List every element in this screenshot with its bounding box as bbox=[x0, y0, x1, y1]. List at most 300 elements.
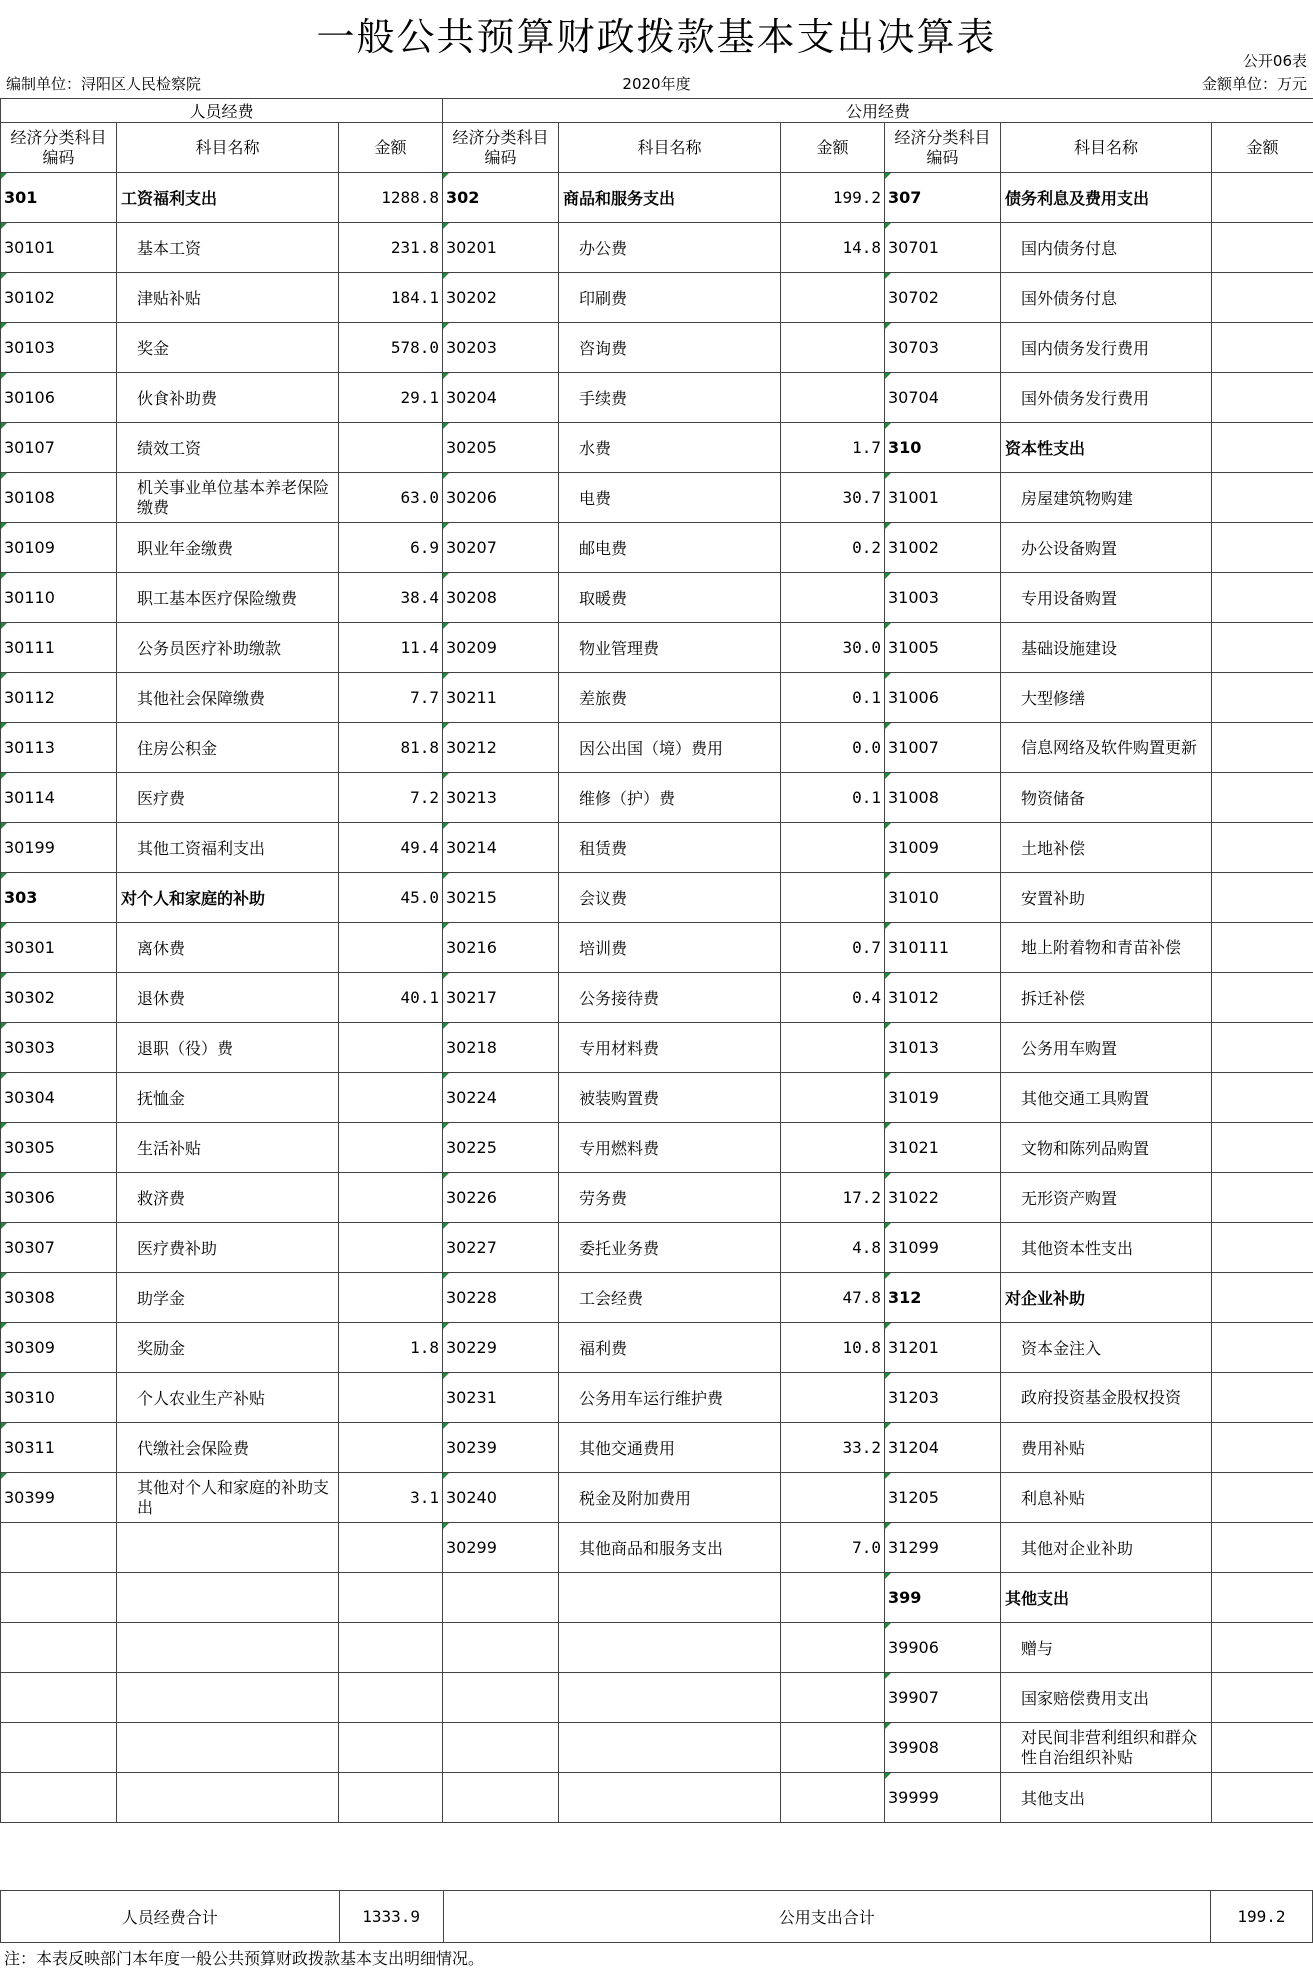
name-cell: 退职（役）费 bbox=[117, 1023, 339, 1073]
code-cell: 30211 bbox=[443, 673, 559, 723]
name-cell: 职业年金缴费 bbox=[117, 523, 339, 573]
table-row bbox=[1, 673, 1313, 723]
name-cell: 伙食补助费 bbox=[117, 373, 339, 423]
amount-cell: 0.0 bbox=[781, 723, 885, 773]
code-cell bbox=[443, 1623, 559, 1673]
name-cell: 邮电费 bbox=[559, 523, 781, 573]
name-cell: 对民间非营利组织和群众性自治组织补贴 bbox=[1001, 1723, 1212, 1773]
code-cell: 301 bbox=[1, 173, 117, 223]
amount-cell: 184.1 bbox=[339, 273, 443, 323]
amount-cell: 30.7 bbox=[781, 473, 885, 523]
name-cell: 资本金注入 bbox=[1001, 1323, 1212, 1373]
code-cell: 30226 bbox=[443, 1173, 559, 1223]
code-cell: 30311 bbox=[1, 1423, 117, 1473]
name-cell: 大型修缮 bbox=[1001, 673, 1212, 723]
code-cell: 31299 bbox=[885, 1523, 1001, 1573]
code-cell: 310111 bbox=[885, 923, 1001, 973]
amount-cell bbox=[781, 273, 885, 323]
name-cell: 商品和服务支出 bbox=[559, 173, 781, 223]
amount-cell bbox=[1212, 1123, 1313, 1173]
amount-cell bbox=[339, 1673, 443, 1723]
amount-cell: 17.2 bbox=[781, 1173, 885, 1223]
name-cell: 救济费 bbox=[117, 1173, 339, 1223]
header-code: 经济分类科目编码 bbox=[1, 123, 117, 173]
code-cell: 30111 bbox=[1, 623, 117, 673]
code-cell: 30399 bbox=[1, 1473, 117, 1523]
name-cell: 医疗费 bbox=[117, 773, 339, 823]
code-cell: 30201 bbox=[443, 223, 559, 273]
name-cell: 其他社会保障缴费 bbox=[117, 673, 339, 723]
code-cell: 30305 bbox=[1, 1123, 117, 1173]
amount-cell bbox=[1212, 773, 1313, 823]
code-cell: 31203 bbox=[885, 1373, 1001, 1423]
amount-cell bbox=[1212, 473, 1313, 523]
amount-cell: 0.2 bbox=[781, 523, 885, 573]
code-cell: 30212 bbox=[443, 723, 559, 773]
name-cell: 其他支出 bbox=[1001, 1773, 1212, 1823]
amount-cell bbox=[781, 823, 885, 873]
amount-cell bbox=[339, 1623, 443, 1673]
code-cell: 39999 bbox=[885, 1773, 1001, 1823]
table-row bbox=[1, 1373, 1313, 1423]
amount-cell bbox=[781, 873, 885, 923]
section-personnel: 人员经费 bbox=[1, 99, 443, 123]
code-cell: 39906 bbox=[885, 1623, 1001, 1673]
amount-cell: 30.0 bbox=[781, 623, 885, 673]
amount-cell bbox=[781, 1373, 885, 1423]
table-row bbox=[1, 323, 1313, 373]
name-cell: 公务员医疗补助缴款 bbox=[117, 623, 339, 673]
code-cell: 30224 bbox=[443, 1073, 559, 1123]
code-cell: 30102 bbox=[1, 273, 117, 323]
code-cell: 30703 bbox=[885, 323, 1001, 373]
code-cell: 30106 bbox=[1, 373, 117, 423]
name-cell: 工资福利支出 bbox=[117, 173, 339, 223]
amount-cell bbox=[781, 1023, 885, 1073]
amount-cell bbox=[781, 1573, 885, 1623]
amount-cell bbox=[1212, 173, 1313, 223]
personnel-total-value: 1333.9 bbox=[339, 1891, 443, 1943]
amount-cell bbox=[1212, 273, 1313, 323]
code-cell: 30229 bbox=[443, 1323, 559, 1373]
name-cell: 其他交通工具购置 bbox=[1001, 1073, 1212, 1123]
name-cell: 对个人和家庭的补助 bbox=[117, 873, 339, 923]
code-cell: 30227 bbox=[443, 1223, 559, 1273]
amount-cell: 199.2 bbox=[781, 173, 885, 223]
name-cell: 其他资本性支出 bbox=[1001, 1223, 1212, 1273]
table-row bbox=[1, 873, 1313, 923]
table-row bbox=[1, 1323, 1313, 1373]
table-row bbox=[1, 1473, 1313, 1523]
table-row bbox=[1, 273, 1313, 323]
footnote: 注：本表反映部门本年度一般公共预算财政拨款基本支出明细情况。 bbox=[4, 1949, 485, 1968]
name-cell: 基础设施建设 bbox=[1001, 623, 1212, 673]
name-cell: 取暖费 bbox=[559, 573, 781, 623]
code-cell: 30204 bbox=[443, 373, 559, 423]
name-cell: 其他对企业补助 bbox=[1001, 1523, 1212, 1573]
code-cell: 31006 bbox=[885, 673, 1001, 723]
header-code: 经济分类科目编码 bbox=[443, 123, 559, 173]
code-cell: 30208 bbox=[443, 573, 559, 623]
amount-cell bbox=[1212, 573, 1313, 623]
name-cell: 生活补贴 bbox=[117, 1123, 339, 1173]
amount-cell bbox=[1212, 1523, 1313, 1573]
amount-cell bbox=[1212, 873, 1313, 923]
amount-cell: 0.1 bbox=[781, 673, 885, 723]
code-cell: 30199 bbox=[1, 823, 117, 873]
table-row bbox=[1, 973, 1313, 1023]
amount-cell: 45.0 bbox=[339, 873, 443, 923]
code-cell: 31012 bbox=[885, 973, 1001, 1023]
amount-cell bbox=[781, 1473, 885, 1523]
name-cell: 代缴社会保险费 bbox=[117, 1423, 339, 1473]
code-cell: 30239 bbox=[443, 1423, 559, 1473]
code-cell: 30231 bbox=[443, 1373, 559, 1423]
table-row bbox=[1, 1673, 1313, 1723]
name-cell: 职工基本医疗保险缴费 bbox=[117, 573, 339, 623]
code-cell: 31003 bbox=[885, 573, 1001, 623]
code-cell: 30299 bbox=[443, 1523, 559, 1573]
name-cell: 奖励金 bbox=[117, 1323, 339, 1373]
code-cell: 30213 bbox=[443, 773, 559, 823]
name-cell: 国外债务付息 bbox=[1001, 273, 1212, 323]
name-cell bbox=[559, 1723, 781, 1773]
code-cell: 31013 bbox=[885, 1023, 1001, 1073]
table-row bbox=[1, 1023, 1313, 1073]
name-cell: 差旅费 bbox=[559, 673, 781, 723]
code-cell: 31007 bbox=[885, 723, 1001, 773]
name-cell: 会议费 bbox=[559, 873, 781, 923]
amount-cell: 1288.8 bbox=[339, 173, 443, 223]
amount-cell bbox=[1212, 1273, 1313, 1323]
code-cell: 30704 bbox=[885, 373, 1001, 423]
amount-cell: 40.1 bbox=[339, 973, 443, 1023]
code-cell: 30112 bbox=[1, 673, 117, 723]
name-cell: 离休费 bbox=[117, 923, 339, 973]
code-cell: 30218 bbox=[443, 1023, 559, 1073]
code-cell: 30306 bbox=[1, 1173, 117, 1223]
amount-cell bbox=[1212, 1423, 1313, 1473]
amount-cell: 49.4 bbox=[339, 823, 443, 873]
amount-cell bbox=[1212, 423, 1313, 473]
amount-cell: 0.7 bbox=[781, 923, 885, 973]
amount-cell bbox=[339, 923, 443, 973]
name-cell: 公务用车购置 bbox=[1001, 1023, 1212, 1073]
amount-cell bbox=[781, 373, 885, 423]
code-cell: 310 bbox=[885, 423, 1001, 473]
table-row bbox=[1, 1573, 1313, 1623]
name-cell: 安置补助 bbox=[1001, 873, 1212, 923]
table-row bbox=[1, 1523, 1313, 1573]
name-cell: 租赁费 bbox=[559, 823, 781, 873]
code-cell: 30110 bbox=[1, 573, 117, 623]
page-title: 一般公共预算财政拨款基本支出决算表 bbox=[316, 15, 997, 59]
code-cell: 31099 bbox=[885, 1223, 1001, 1273]
name-cell: 因公出国（境）费用 bbox=[559, 723, 781, 773]
code-cell: 30215 bbox=[443, 873, 559, 923]
name-cell bbox=[559, 1773, 781, 1823]
table-row bbox=[1, 623, 1313, 673]
name-cell: 劳务费 bbox=[559, 1173, 781, 1223]
table-row bbox=[1, 1273, 1313, 1323]
amount-cell bbox=[1212, 1623, 1313, 1673]
amount-cell bbox=[1212, 1323, 1313, 1373]
name-cell: 其他商品和服务支出 bbox=[559, 1523, 781, 1573]
amount-cell: 4.8 bbox=[781, 1223, 885, 1273]
code-cell: 307 bbox=[885, 173, 1001, 223]
amount-cell: 1.7 bbox=[781, 423, 885, 473]
code-cell: 30107 bbox=[1, 423, 117, 473]
amount-cell bbox=[1212, 1073, 1313, 1123]
amount-cell bbox=[1212, 923, 1313, 973]
name-cell bbox=[559, 1673, 781, 1723]
name-cell: 公务用车运行维护费 bbox=[559, 1373, 781, 1423]
code-cell: 30101 bbox=[1, 223, 117, 273]
name-cell: 土地补偿 bbox=[1001, 823, 1212, 873]
header-code: 经济分类科目编码 bbox=[885, 123, 1001, 173]
name-cell: 水费 bbox=[559, 423, 781, 473]
name-cell: 文物和陈列品购置 bbox=[1001, 1123, 1212, 1173]
code-cell: 31002 bbox=[885, 523, 1001, 573]
code-cell: 30214 bbox=[443, 823, 559, 873]
name-cell: 物业管理费 bbox=[559, 623, 781, 673]
code-cell: 30308 bbox=[1, 1273, 117, 1323]
name-cell: 委托业务费 bbox=[559, 1223, 781, 1273]
name-cell: 国内债务付息 bbox=[1001, 223, 1212, 273]
table-row bbox=[1, 523, 1313, 573]
name-cell: 拆迁补偿 bbox=[1001, 973, 1212, 1023]
code-cell: 31008 bbox=[885, 773, 1001, 823]
code-cell: 30202 bbox=[443, 273, 559, 323]
name-cell: 医疗费补助 bbox=[117, 1223, 339, 1273]
name-cell: 办公设备购置 bbox=[1001, 523, 1212, 573]
header-amount: 金额 bbox=[339, 123, 443, 173]
code-cell: 31005 bbox=[885, 623, 1001, 673]
name-cell: 无形资产购置 bbox=[1001, 1173, 1212, 1223]
table-row bbox=[1, 1223, 1313, 1273]
name-cell: 公务接待费 bbox=[559, 973, 781, 1023]
name-cell bbox=[117, 1723, 339, 1773]
name-cell: 电费 bbox=[559, 473, 781, 523]
code-cell: 30310 bbox=[1, 1373, 117, 1423]
code-cell: 30109 bbox=[1, 523, 117, 573]
code-cell: 30304 bbox=[1, 1073, 117, 1123]
amount-cell: 10.8 bbox=[781, 1323, 885, 1373]
amount-cell bbox=[1212, 1173, 1313, 1223]
header-amount: 金额 bbox=[781, 123, 885, 173]
amount-cell bbox=[1212, 523, 1313, 573]
name-cell: 专用设备购置 bbox=[1001, 573, 1212, 623]
code-cell: 30309 bbox=[1, 1323, 117, 1373]
code-cell: 31010 bbox=[885, 873, 1001, 923]
name-cell bbox=[117, 1773, 339, 1823]
money-unit: 金额单位：万元 bbox=[1201, 75, 1307, 93]
totals-row bbox=[0, 1890, 1313, 1943]
name-cell: 退休费 bbox=[117, 973, 339, 1023]
table-row bbox=[1, 1423, 1313, 1473]
amount-cell bbox=[781, 1073, 885, 1123]
name-cell: 个人农业生产补贴 bbox=[117, 1373, 339, 1423]
amount-cell: 81.8 bbox=[339, 723, 443, 773]
name-cell: 其他支出 bbox=[1001, 1573, 1212, 1623]
table-number: 公开06表 bbox=[1242, 52, 1307, 70]
code-cell: 30209 bbox=[443, 623, 559, 673]
table-row bbox=[1, 1723, 1313, 1773]
name-cell bbox=[117, 1673, 339, 1723]
code-cell bbox=[1, 1573, 117, 1623]
amount-cell bbox=[339, 1423, 443, 1473]
amount-cell bbox=[339, 1723, 443, 1773]
amount-cell bbox=[339, 1123, 443, 1173]
amount-cell: 11.4 bbox=[339, 623, 443, 673]
amount-cell bbox=[1212, 1573, 1313, 1623]
code-cell: 30701 bbox=[885, 223, 1001, 273]
code-cell bbox=[1, 1773, 117, 1823]
code-cell bbox=[443, 1673, 559, 1723]
name-cell: 物资储备 bbox=[1001, 773, 1212, 823]
amount-cell bbox=[339, 1373, 443, 1423]
name-cell: 绩效工资 bbox=[117, 423, 339, 473]
header-name: 科目名称 bbox=[1001, 123, 1212, 173]
amount-cell: 33.2 bbox=[781, 1423, 885, 1473]
name-cell: 专用材料费 bbox=[559, 1023, 781, 1073]
reporting-unit: 编制单位：浔阳区人民检察院 bbox=[6, 75, 202, 93]
code-cell: 30206 bbox=[443, 473, 559, 523]
code-cell: 30228 bbox=[443, 1273, 559, 1323]
table-row bbox=[1, 423, 1313, 473]
amount-cell bbox=[339, 1173, 443, 1223]
amount-cell: 231.8 bbox=[339, 223, 443, 273]
code-cell: 312 bbox=[885, 1273, 1001, 1323]
amount-cell: 7.2 bbox=[339, 773, 443, 823]
section-public: 公用经费 bbox=[443, 99, 1313, 123]
name-cell: 其他工资福利支出 bbox=[117, 823, 339, 873]
amount-cell bbox=[1212, 623, 1313, 673]
name-cell bbox=[117, 1623, 339, 1673]
code-cell: 30205 bbox=[443, 423, 559, 473]
name-cell: 费用补贴 bbox=[1001, 1423, 1212, 1473]
code-cell bbox=[1, 1623, 117, 1673]
code-cell: 30302 bbox=[1, 973, 117, 1023]
table-row bbox=[1, 923, 1313, 973]
code-cell: 39908 bbox=[885, 1723, 1001, 1773]
name-cell: 地上附着物和青苗补偿 bbox=[1001, 923, 1212, 973]
amount-cell: 29.1 bbox=[339, 373, 443, 423]
name-cell: 其他交通费用 bbox=[559, 1423, 781, 1473]
name-cell: 政府投资基金股权投资 bbox=[1001, 1373, 1212, 1423]
table-row bbox=[1, 373, 1313, 423]
amount-cell bbox=[1212, 373, 1313, 423]
code-cell bbox=[1, 1673, 117, 1723]
code-cell: 30113 bbox=[1, 723, 117, 773]
amount-cell bbox=[339, 1573, 443, 1623]
code-cell bbox=[443, 1773, 559, 1823]
code-cell: 30216 bbox=[443, 923, 559, 973]
expenditure-table bbox=[0, 98, 1313, 1823]
name-cell: 住房公积金 bbox=[117, 723, 339, 773]
name-cell: 工会经费 bbox=[559, 1273, 781, 1323]
code-cell: 30240 bbox=[443, 1473, 559, 1523]
code-cell bbox=[1, 1523, 117, 1573]
amount-cell bbox=[1212, 1373, 1313, 1423]
name-cell: 维修（护）费 bbox=[559, 773, 781, 823]
amount-cell bbox=[1212, 723, 1313, 773]
amount-cell bbox=[1212, 223, 1313, 273]
header-amount: 金额 bbox=[1212, 123, 1313, 173]
code-cell bbox=[443, 1573, 559, 1623]
code-cell: 30103 bbox=[1, 323, 117, 373]
name-cell: 手续费 bbox=[559, 373, 781, 423]
name-cell: 助学金 bbox=[117, 1273, 339, 1323]
name-cell: 专用燃料费 bbox=[559, 1123, 781, 1173]
code-cell: 31204 bbox=[885, 1423, 1001, 1473]
code-cell: 31201 bbox=[885, 1323, 1001, 1373]
code-cell: 30225 bbox=[443, 1123, 559, 1173]
table-row bbox=[1, 823, 1313, 873]
code-cell: 31021 bbox=[885, 1123, 1001, 1173]
name-cell: 印刷费 bbox=[559, 273, 781, 323]
name-cell: 债务利息及费用支出 bbox=[1001, 173, 1212, 223]
amount-cell bbox=[781, 1773, 885, 1823]
name-cell: 培训费 bbox=[559, 923, 781, 973]
name-cell: 利息补贴 bbox=[1001, 1473, 1212, 1523]
name-cell: 咨询费 bbox=[559, 323, 781, 373]
amount-cell bbox=[781, 1123, 885, 1173]
amount-cell bbox=[1212, 1023, 1313, 1073]
code-cell: 30203 bbox=[443, 323, 559, 373]
code-cell: 30217 bbox=[443, 973, 559, 1023]
amount-cell bbox=[339, 423, 443, 473]
amount-cell bbox=[339, 1273, 443, 1323]
amount-cell bbox=[1212, 1473, 1313, 1523]
name-cell: 基本工资 bbox=[117, 223, 339, 273]
name-cell: 抚恤金 bbox=[117, 1073, 339, 1123]
amount-cell bbox=[781, 323, 885, 373]
name-cell: 对企业补助 bbox=[1001, 1273, 1212, 1323]
table-row bbox=[1, 773, 1313, 823]
code-cell: 31205 bbox=[885, 1473, 1001, 1523]
name-cell: 信息网络及软件购置更新 bbox=[1001, 723, 1212, 773]
amount-cell bbox=[781, 1673, 885, 1723]
amount-cell: 63.0 bbox=[339, 473, 443, 523]
name-cell: 房屋建筑物购建 bbox=[1001, 473, 1212, 523]
code-cell: 30114 bbox=[1, 773, 117, 823]
amount-cell bbox=[339, 1073, 443, 1123]
amount-cell bbox=[339, 1523, 443, 1573]
code-cell: 30108 bbox=[1, 473, 117, 523]
table-row bbox=[1, 223, 1313, 273]
code-cell: 30702 bbox=[885, 273, 1001, 323]
name-cell bbox=[117, 1573, 339, 1623]
table-row bbox=[1, 173, 1313, 223]
fiscal-year: 2020年度 bbox=[622, 75, 691, 93]
code-cell: 399 bbox=[885, 1573, 1001, 1623]
table-row bbox=[1, 1173, 1313, 1223]
amount-cell bbox=[781, 573, 885, 623]
amount-cell: 0.4 bbox=[781, 973, 885, 1023]
amount-cell bbox=[1212, 323, 1313, 373]
code-cell: 30207 bbox=[443, 523, 559, 573]
name-cell bbox=[559, 1623, 781, 1673]
name-cell: 办公费 bbox=[559, 223, 781, 273]
amount-cell bbox=[781, 1623, 885, 1673]
name-cell: 津贴补贴 bbox=[117, 273, 339, 323]
amount-cell bbox=[1212, 973, 1313, 1023]
amount-cell: 7.0 bbox=[781, 1523, 885, 1573]
table-row bbox=[1, 723, 1313, 773]
public-total-label: 公用支出合计 bbox=[443, 1891, 1210, 1943]
amount-cell bbox=[1212, 1773, 1313, 1823]
